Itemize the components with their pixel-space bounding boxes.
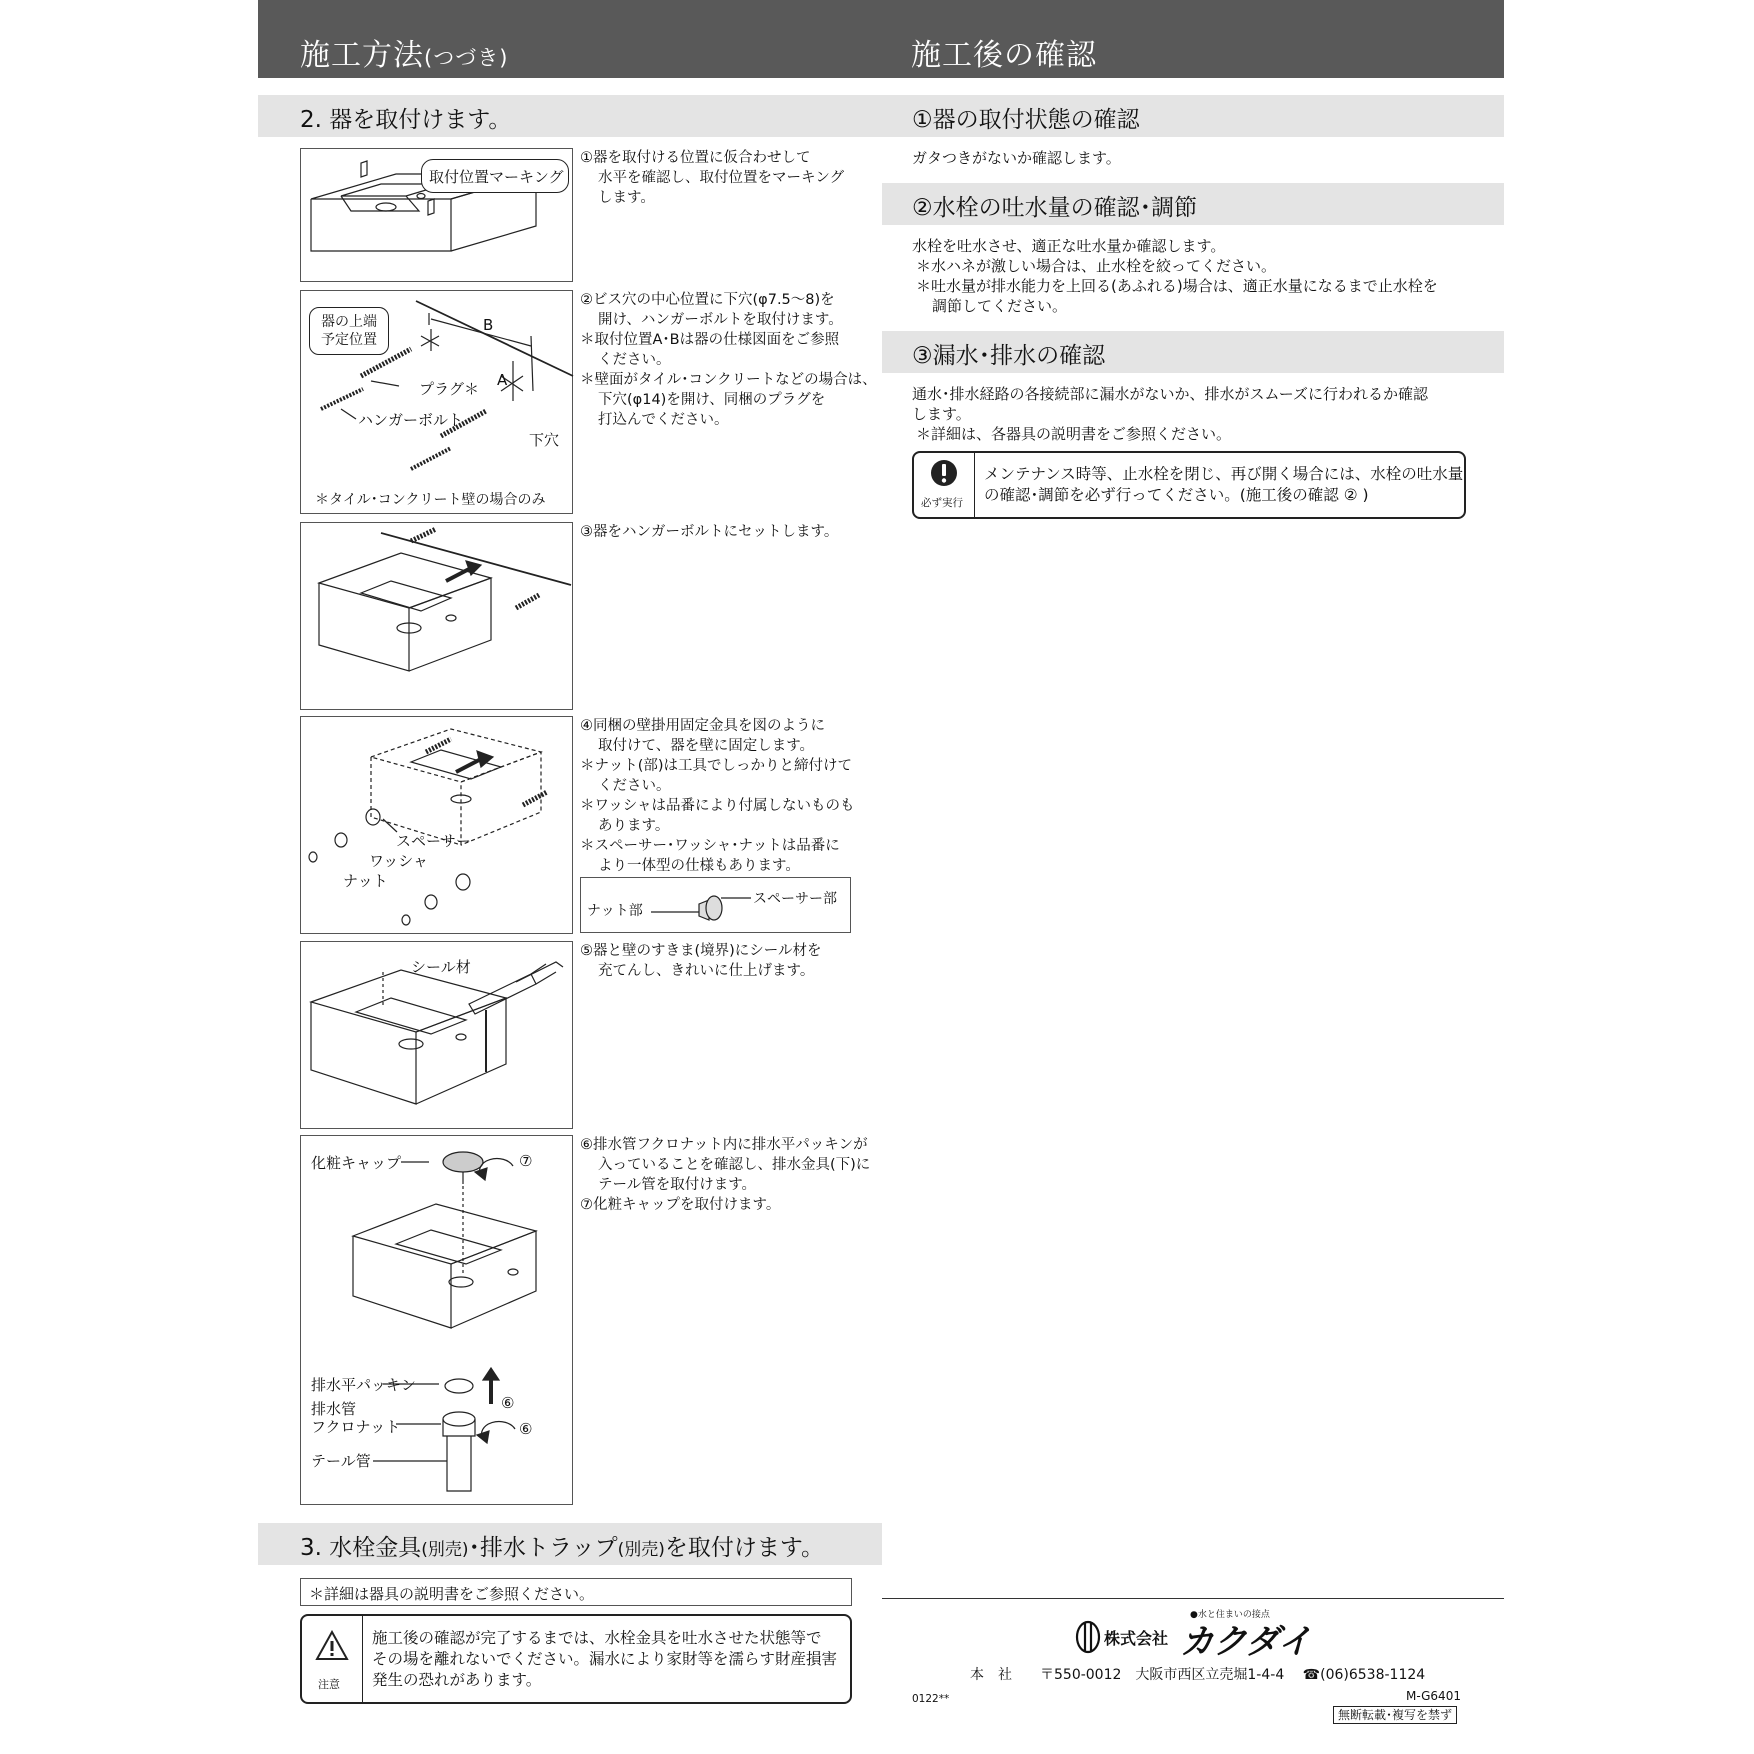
section-3-note: ＊詳細は器具の説明書をご参照ください。 [309, 1585, 595, 1603]
footer-tagline: ●水と住まいの接点 [1190, 1610, 1270, 1620]
check-3-title: ③漏水･排水の確認 [912, 343, 1106, 369]
marking-label: 取付位置マーキング [429, 168, 564, 186]
top-edge-label-1: 器の上端 [321, 314, 377, 330]
section-3-title: 3. 水栓金具(別売)･排水トラップ(別売)を取付けます。 [300, 1535, 825, 1561]
figure-sealant [300, 941, 573, 1129]
nut-part-label: ナット部 [587, 903, 643, 919]
section-3-note-box [300, 1578, 852, 1606]
check-2-bar [882, 183, 1504, 225]
step-2-text: ②ビス穴の中心位置に下穴(φ7.5〜8)を 開け、ハンガーボルトを取付けます。 ＊取付位置A･Bは器の仕様図面をご参照 ください。 ＊壁面がタイル･コンクリートなどの場合は、 下穴(φ14)を開け、同梱のプラグを 打込んでください。 [580, 292, 877, 428]
step-4-text: ④同梱の壁掛用固定金具を図のように 取付けて、器を壁に固定します。 ＊ナット(部)は工具でしっかりと締付けて ください。 ＊ワッシャは品番により付属しないものも あります。 ＊スペーサー･ワッシャ･ナットは品番に より一体型の仕様もあります。 [580, 718, 855, 874]
dim-a-label: A [497, 371, 508, 389]
check-3-bar [882, 331, 1504, 373]
dim-b-label: B [483, 316, 494, 334]
step-6-marker-b: ⑥ [519, 1420, 533, 1438]
header-left-title: 施工方法(つづき) [300, 38, 509, 73]
section-2-title: 2. 器を取付けます。 [300, 107, 512, 133]
hanger-bolt-label: ハンガーボルト [358, 411, 464, 429]
figure-marking [300, 148, 573, 282]
step-6-text: ⑥排水管フクロナット内に排水平パッキンが 入っていることを確認し、排水金具(下)に テール管を取付けます。 ⑦化粧キャップを取付けます。 [580, 1137, 871, 1213]
header-bar [258, 0, 1504, 78]
check-2-title: ②水栓の吐水量の確認･調節 [912, 195, 1198, 221]
packing-label: 排水平パッキン [311, 1376, 416, 1394]
tile-note: ＊タイル･コンクリート壁の場合のみ [315, 492, 546, 508]
document-code: M-G6401 [1406, 1689, 1461, 1703]
figure-fix-bracket [300, 716, 573, 934]
step-6-marker-a: ⑥ [501, 1394, 515, 1412]
figure-hanger-bolt [300, 290, 573, 514]
exclamation-circle-icon [930, 459, 958, 487]
must-do-icon-label: 必ず実行 [921, 497, 963, 509]
spacer-part-label: スペーサー部 [753, 891, 837, 907]
footer-divider [882, 1598, 1504, 1599]
company-address: 本 社 〒550-0012 大阪市西区立売堀1-4-4 ☎(06)6538-1124 [970, 1667, 1426, 1683]
caution-icon-label: 注意 [318, 1678, 340, 1691]
must-do-icon-cell [914, 453, 975, 517]
section-3-bar [258, 1523, 882, 1565]
plug-label: プラグ＊ [419, 380, 480, 398]
copyright-notice: 無断転載･複写を禁ず [1333, 1706, 1457, 1724]
check-2-text: 水栓を吐水させ、適正な吐水量か確認します。 ＊水ハネが激しい場合は、止水栓を絞ってください。 ＊吐水量が排水能力を上回る(あふれる)場合は、適正水量になるまで止水栓を 調節してください。 [912, 237, 1438, 315]
caution-box [300, 1614, 852, 1704]
must-do-box [912, 451, 1466, 519]
step-7-marker: ⑦ [519, 1152, 533, 1170]
check-1-title: ①器の取付状態の確認 [912, 107, 1140, 133]
check-1-text: ガタつきがないか確認します。 [912, 149, 1121, 167]
header-right-title: 施工後の確認 [911, 38, 1097, 73]
company-name: カクダイ [1180, 1622, 1311, 1662]
caution-text: 施工後の確認が完了するまでは、水栓金具を吐水させた状態等で その場を離れないでください。漏水により家財等を濡らす財産損害 発生の恐れがあります。 [372, 1629, 838, 1689]
check-1-bar [882, 95, 1504, 137]
sealant-label: シール材 [411, 958, 471, 976]
check-3-text: 通水･排水経路の各接続部に漏水がないか、排水がスムーズに行われるか確認 します。 ＊詳細は、各器具の説明書をご参照ください。 [912, 385, 1429, 443]
section-2-bar [258, 95, 882, 137]
print-code: 0122** [912, 1693, 950, 1705]
top-edge-label-2: 予定位置 [321, 332, 377, 348]
nut-label: ナット [343, 872, 388, 890]
spacer-label: スペーサー [396, 832, 472, 850]
tail-pipe-label: テール管 [311, 1452, 371, 1470]
step-5-text: ⑤器と壁のすきま(境界)にシール材を 充てんし、きれいに仕上げます。 [580, 943, 822, 979]
figure-set-bowl [300, 522, 573, 710]
figure-nut-spacer-inset [580, 877, 851, 933]
step-3-text: ③器をハンガーボルトにセットします。 [580, 524, 839, 540]
company-prefix: 株式会社 [1104, 1629, 1169, 1648]
washer-label: ワッシャ [369, 852, 428, 870]
pilot-hole-label: 下穴 [529, 431, 560, 449]
drain-nut-label-1: 排水管 [311, 1400, 357, 1418]
kakudai-logo-icon [1075, 1620, 1101, 1654]
warning-triangle-icon [315, 1630, 349, 1662]
caution-icon-cell [302, 1616, 363, 1702]
must-do-text: メンテナンス時等、止水栓を閉じ、再び開く場合には、水栓の吐水量 の確認･調節を必ず行ってください。(施工後の確認 ② ) [984, 465, 1464, 504]
figure-drain [300, 1135, 573, 1505]
step-1-text: ①器を取付ける位置に仮合わせして 水平を確認し、取付位置をマーキング します。 [580, 150, 845, 206]
drain-nut-label-2: フクロナット [311, 1418, 401, 1436]
cap-label: 化粧キャップ [311, 1154, 402, 1172]
